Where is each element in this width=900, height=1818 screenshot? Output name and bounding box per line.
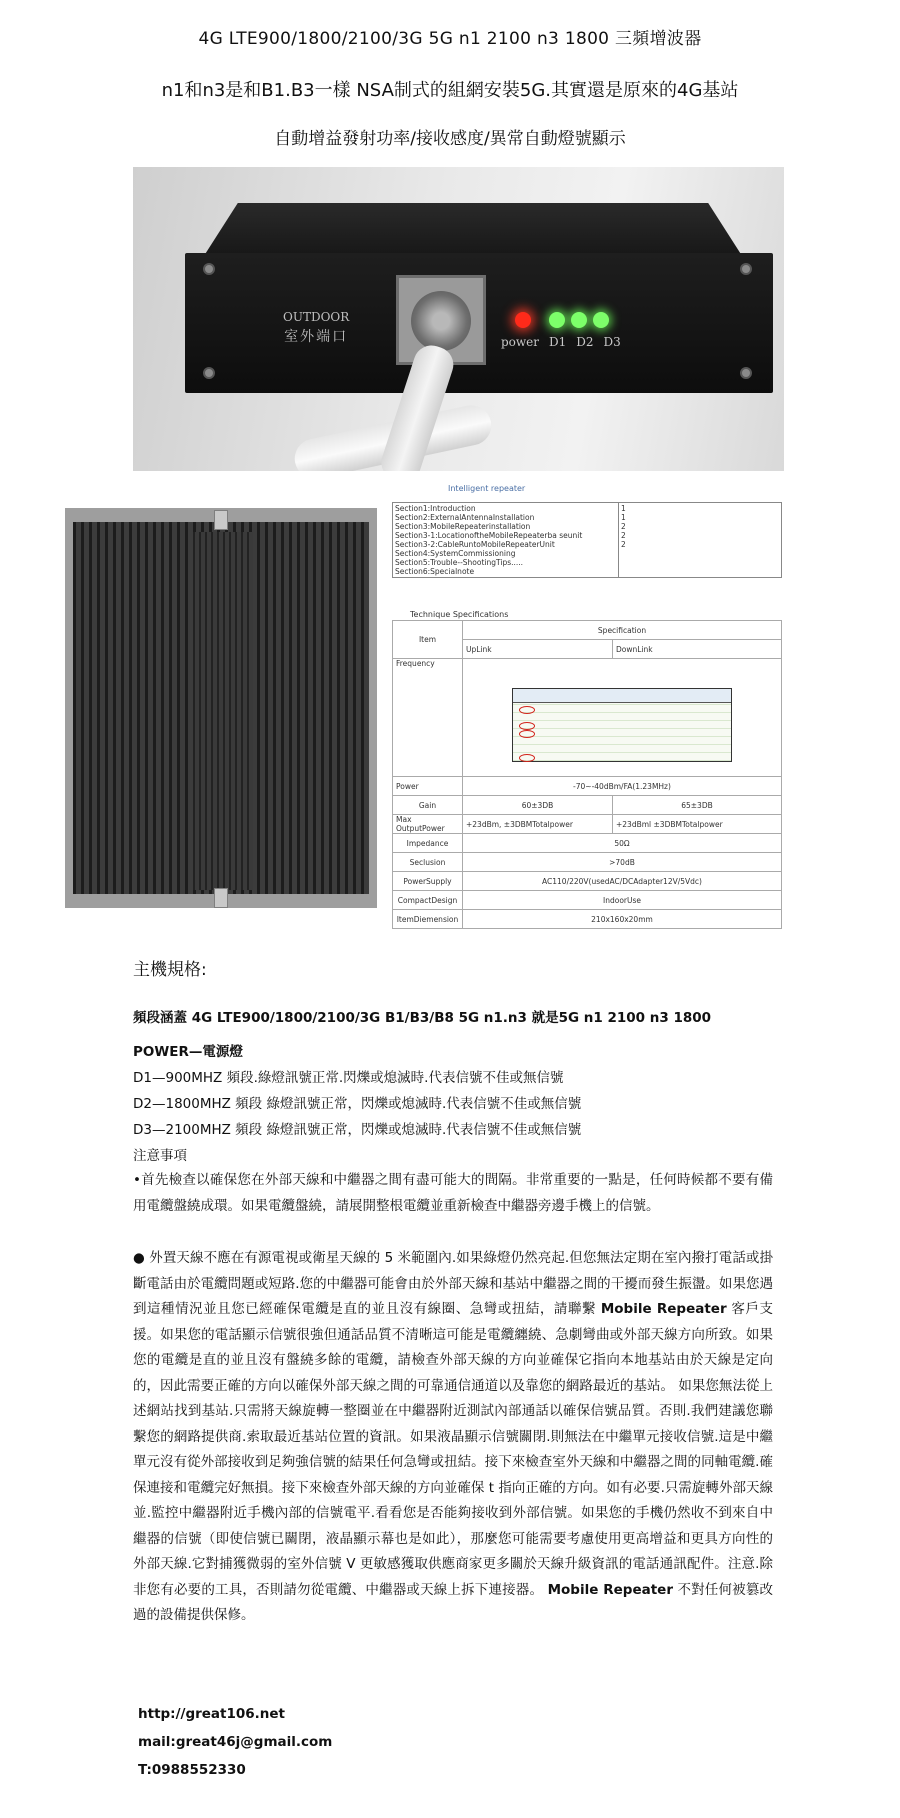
header-line-2: n1和n3是和B1.B3一樣 NSA制式的組網安裝5G.其實還是原來的4G基站	[161, 80, 739, 101]
brand-name: Mobile Repeater	[600, 1301, 727, 1317]
row-power: Power	[393, 777, 463, 796]
contact-url[interactable]: http://great106.net	[138, 1706, 286, 1722]
col-uplink: UpLink	[463, 640, 613, 659]
spec-d1: D1—900MHZ 頻段.綠燈訊號正常.閃爍或熄滅時.代表信號不佳或無信號	[133, 1070, 564, 1086]
spec-title: 主機規格:	[133, 960, 207, 980]
port	[214, 888, 228, 908]
port	[214, 510, 228, 530]
product-top-photo	[65, 508, 377, 908]
row-seclusion: Seclusion	[393, 853, 463, 872]
spec-d3: D3—2100MHZ 頻段 綠燈訊號正常，閃爍或熄滅時.代表信號不佳或無信號	[133, 1122, 582, 1138]
d2-led	[571, 312, 587, 328]
row-power-supply: PowerSupply	[393, 872, 463, 891]
row-gain: Gain	[393, 796, 463, 815]
outdoor-port-label: OUTDOOR 室外端口	[283, 310, 350, 345]
header-line-1: 4G LTE900/1800/2100/3G 5G n1 2100 n3 1800 三頻增波器	[198, 29, 702, 49]
product-front-photo	[133, 167, 784, 471]
row-max-output: Max OutputPower	[393, 815, 463, 834]
spec-table: Item Specification UpLink DownLink Frequency Power -70~-40dBm/FA(1.23MHz) Gain 60±3DB 65±3DB Max OutputPower +23dBm, ±3DBMTotalpower +23dBml ±3DBMTotalpower Impedance 50Ω Seclusion >70dB PowerSupply AC110/220V(usedAC/DCAdapter12V/5Vdc) CompactDesign IndoorUse ItemDiemension 210x160x20mm	[392, 620, 782, 929]
power-led	[515, 312, 531, 328]
manual-scan	[378, 476, 792, 924]
note-1: •首先檢查以確保您在外部天線和中繼器之間有盡可能大的間隔。非常重要的一點是，任何時候都不要有備用電纜盤繞成環。如果電纜盤繞，請展開整根電纜並重新檢查中繼器旁邊手機上的信號。	[133, 1172, 773, 1214]
spec-header: Technique Specifications	[410, 610, 509, 619]
contact-tel: T:0988552330	[138, 1762, 246, 1778]
row-impedance: Impedance	[393, 834, 463, 853]
row-compact-design: CompactDesign	[393, 891, 463, 910]
col-spec: Specification	[463, 621, 782, 640]
d1-led	[549, 312, 565, 328]
brand-name: Mobile Repeater	[547, 1581, 673, 1598]
screw	[740, 367, 752, 379]
spec-d2: D2—1800MHZ 頻段 綠燈訊號正常，閃爍或熄滅時.代表信號不佳或無信號	[133, 1096, 582, 1112]
manual-header: Intelligent repeater	[448, 484, 526, 493]
spec-power-led: POWER—電源燈	[133, 1044, 243, 1060]
led-labels: power D1 D2 D3	[501, 335, 621, 349]
d3-led	[593, 312, 609, 328]
header-line-3: 自動增益發射功率/接收感度/異常自動燈號顯示	[274, 129, 626, 149]
note-2: ● 外置天線不應在有源電視或衛星天線的 5 米範圍內.如果綠燈仍然亮起.但您無法定期在室內撥打電話或掛斷電話由於電纜問題或短路.您的中繼器可能會由於外部天線和基站中繼器之間的干擾而發生振盪。如果您遇到這種情況並且您已經確保電纜是直的並且沒有線圈、急彎或扭結，請聯繫 Mobile Repeater 客戶支援。如果您的電話顯示信號很強但通話品質不清晰這可能是電纜纏繞、急劇彎曲或外部天線方向所致。如果您的電纜是直的並且沒有盤繞多餘的電纜，請檢查外部天線的方向並確保它指向本地基站由於天線是定向的，因此需要正確的方向以確保外部天線之間的可靠通信通道以及靠您的網路最近的基站。 如果您無法從上述網站找到基站.只需將天線旋轉一整圈並在中繼器附近測試內部通話以確保信號品質。否則.我們建議您聯繫您的網路提供商.索取最近基站位置的資訊。如果液晶顯示信號關閉.則無法在中繼單元接收信號.這是中繼單元沒有從外部接收到足夠強信號的結果任何急彎或扭結。接下來檢查室外天線和中繼器之間的同軸電纜.確保連接和電纜完好無損。接下來檢查外部天線的方向並確保 t 指向正確的方向。如有必要.只需旋轉外部天線並.監控中繼器附近手機內部的信號電平.看看您是否能夠接收到外部信號。如果您的手機仍然收不到來自中繼器的信號（即使信號已關閉，液晶顯示幕也是如此），那麼您可能需要考慮使用更高增益和更具方向性的外部天線.它對捕獲微弱的室外信號 V 更敏感獲取供應商家更多關於天線升級資訊的電話通訊配件。注意.除非您有必要的工具，否則請勿從電纜、中繼器或天線上拆下連接器。 Mobile Repeater 不對任何被篡改過的設備提供保修。	[133, 1250, 773, 1623]
toc-pages: 1 1 2 2 2	[619, 503, 782, 578]
screw	[740, 263, 752, 275]
frequency-table-image	[463, 659, 782, 777]
screw	[203, 367, 215, 379]
row-frequency: Frequency	[393, 659, 463, 777]
col-downlink: DownLink	[613, 640, 782, 659]
notes-title: 注意事項	[133, 1148, 187, 1164]
row-dimension: ItemDiemension	[393, 910, 463, 929]
col-item: Item	[393, 621, 463, 659]
screw	[203, 263, 215, 275]
contact-mail[interactable]: mail:great46j@gmail.com	[138, 1734, 333, 1750]
antenna-connector	[411, 291, 471, 351]
spec-bands: 頻段涵蓋 4G LTE900/1800/2100/3G B1/B3/B8 5G n1.n3 就是5G n1 2100 n3 1800	[133, 1010, 712, 1026]
toc-table	[392, 502, 782, 578]
toc-titles: Section1:Introduction Section2:ExternalAntennaInstallation Section3:MobileRepeaterinstallation Section3-1:LocationoftheMobileRepeaterba seunit Section3-2:CableRuntoMobileRepeaterUnit Section4:SystemCommissioning Section5:Trouble--ShootingTips..... Section6:Specialnote	[393, 503, 619, 578]
